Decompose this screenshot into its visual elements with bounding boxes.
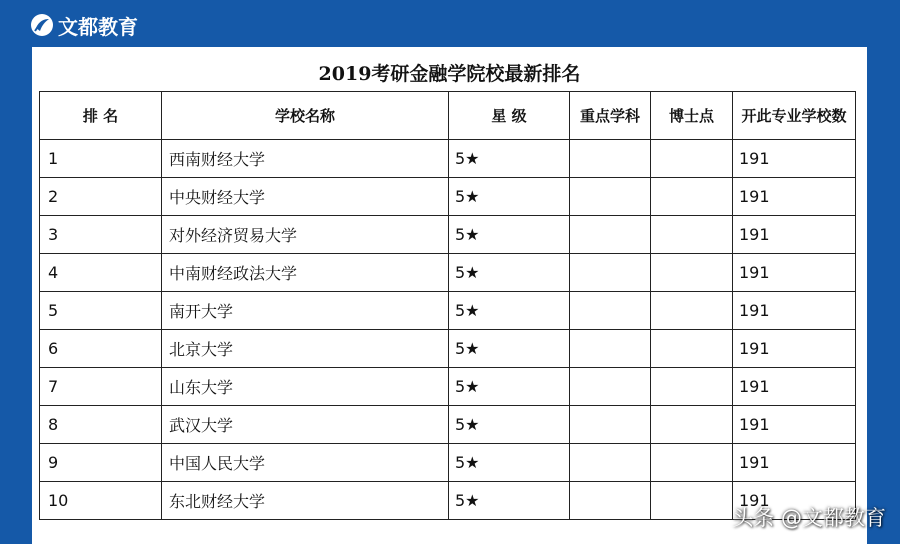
cell-star-level: 5★ bbox=[449, 482, 570, 520]
cell-key-discipline bbox=[570, 368, 651, 406]
cell-rank: 1 bbox=[40, 140, 162, 178]
cell-key-discipline bbox=[570, 444, 651, 482]
cell-rank: 6 bbox=[40, 330, 162, 368]
cell-key-discipline bbox=[570, 178, 651, 216]
table-row bbox=[40, 178, 856, 216]
cell-rank: 9 bbox=[40, 444, 162, 482]
col-header-phd: 博士点 bbox=[651, 92, 733, 140]
cell-rank: 10 bbox=[40, 482, 162, 520]
brand-logo bbox=[30, 11, 138, 39]
cell-school-count: 191 bbox=[733, 444, 856, 482]
wendu-logo-icon bbox=[30, 13, 54, 37]
col-header-star-level: 星 级 bbox=[449, 92, 570, 140]
cell-school-count: 191 bbox=[733, 216, 856, 254]
cell-star-level: 5★ bbox=[449, 406, 570, 444]
cell-school-name: 武汉大学 bbox=[162, 406, 449, 444]
cell-school-name: 对外经济贸易大学 bbox=[162, 216, 449, 254]
cell-key-discipline bbox=[570, 482, 651, 520]
cell-phd bbox=[651, 140, 733, 178]
cell-key-discipline bbox=[570, 216, 651, 254]
cell-key-discipline bbox=[570, 292, 651, 330]
table-row bbox=[40, 140, 856, 178]
cell-star-level: 5★ bbox=[449, 292, 570, 330]
cell-school-name: 东北财经大学 bbox=[162, 482, 449, 520]
cell-school-count: 191 bbox=[733, 140, 856, 178]
cell-school-name: 南开大学 bbox=[162, 292, 449, 330]
cell-school-count: 191 bbox=[733, 292, 856, 330]
cell-phd bbox=[651, 330, 733, 368]
cell-school-count: 191 bbox=[733, 368, 856, 406]
cell-star-level: 5★ bbox=[449, 330, 570, 368]
table-row bbox=[40, 292, 856, 330]
cell-school-count: 191 bbox=[733, 178, 856, 216]
cell-star-level: 5★ bbox=[449, 444, 570, 482]
cell-star-level: 5★ bbox=[449, 368, 570, 406]
cell-star-level: 5★ bbox=[449, 216, 570, 254]
cell-school-name: 西南财经大学 bbox=[162, 140, 449, 178]
table-row bbox=[40, 368, 856, 406]
cell-school-name: 中南财经政法大学 bbox=[162, 254, 449, 292]
cell-rank: 7 bbox=[40, 368, 162, 406]
cell-key-discipline bbox=[570, 254, 651, 292]
cell-school-count: 191 bbox=[733, 254, 856, 292]
table-row bbox=[40, 330, 856, 368]
cell-phd bbox=[651, 178, 733, 216]
cell-school-name: 山东大学 bbox=[162, 368, 449, 406]
col-header-key-discipline: 重点学科 bbox=[570, 92, 651, 140]
cell-phd bbox=[651, 216, 733, 254]
cell-phd bbox=[651, 292, 733, 330]
cell-phd bbox=[651, 444, 733, 482]
table-row bbox=[40, 216, 856, 254]
source-watermark: 头条 @文都教育 bbox=[732, 506, 886, 530]
cell-phd bbox=[651, 254, 733, 292]
cell-star-level: 5★ bbox=[449, 140, 570, 178]
cell-school-name: 中央财经大学 bbox=[162, 178, 449, 216]
table-row bbox=[40, 254, 856, 292]
cell-phd bbox=[651, 368, 733, 406]
cell-rank: 5 bbox=[40, 292, 162, 330]
col-header-school-name: 学校名称 bbox=[162, 92, 449, 140]
cell-school-count: 191 bbox=[733, 406, 856, 444]
brand-name: 文都教育 bbox=[58, 14, 138, 39]
table-title: 2019考研金融学院校最新排名 bbox=[318, 63, 581, 85]
cell-school-name: 北京大学 bbox=[162, 330, 449, 368]
cell-rank: 2 bbox=[40, 178, 162, 216]
cell-key-discipline bbox=[570, 406, 651, 444]
cell-rank: 3 bbox=[40, 216, 162, 254]
ranking-sheet bbox=[32, 47, 867, 544]
cell-key-discipline bbox=[570, 330, 651, 368]
cell-phd bbox=[651, 406, 733, 444]
table-row bbox=[40, 406, 856, 444]
col-header-school-count: 开此专业学校数 bbox=[733, 92, 856, 140]
cell-school-count: 191 bbox=[733, 482, 856, 520]
cell-star-level: 5★ bbox=[449, 254, 570, 292]
cell-rank: 4 bbox=[40, 254, 162, 292]
cell-school-count: 191 bbox=[733, 330, 856, 368]
cell-rank: 8 bbox=[40, 406, 162, 444]
cell-school-name: 中国人民大学 bbox=[162, 444, 449, 482]
ranking-table bbox=[39, 91, 856, 520]
cell-phd bbox=[651, 482, 733, 520]
table-row bbox=[40, 444, 856, 482]
cell-star-level: 5★ bbox=[449, 178, 570, 216]
cell-key-discipline bbox=[570, 140, 651, 178]
table-header-row bbox=[40, 92, 856, 140]
table-body bbox=[40, 140, 856, 520]
col-header-rank: 排 名 bbox=[40, 92, 162, 140]
